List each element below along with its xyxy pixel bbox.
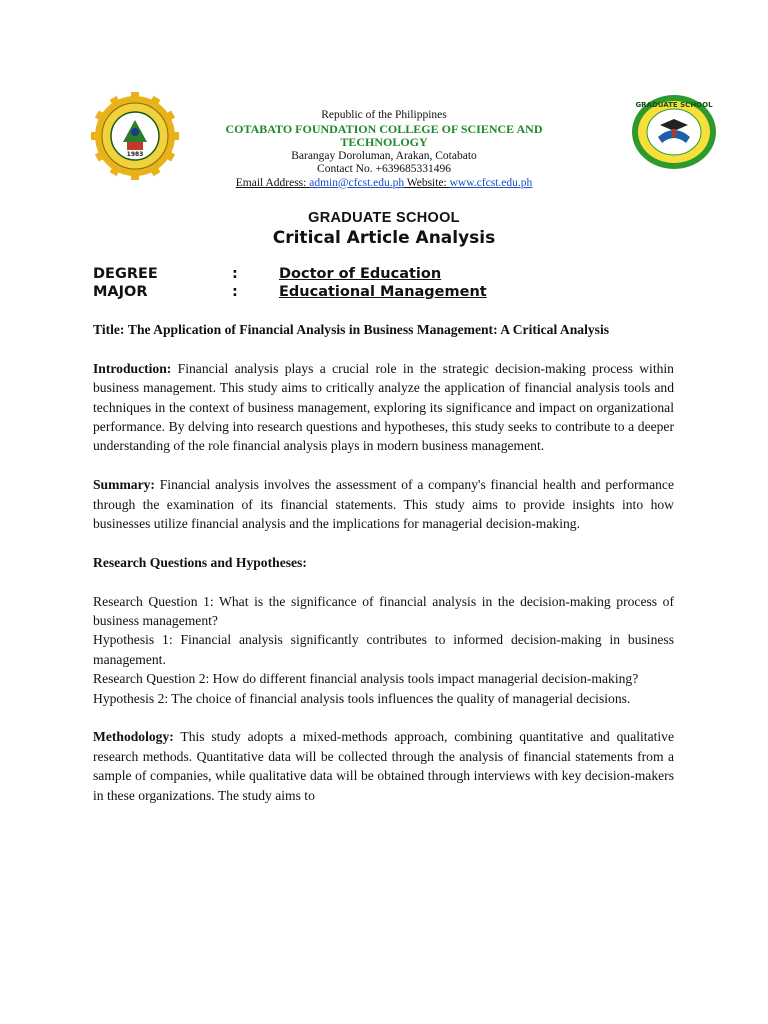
graduate-school-logo xyxy=(630,93,718,171)
title-label: Title: xyxy=(93,322,125,337)
logo-ring-text: GRADUATE SCHOOL xyxy=(635,101,713,109)
email-link[interactable]: admin@cfcst.edu.ph xyxy=(309,176,405,189)
major-label: MAJOR xyxy=(93,284,148,300)
country-line: Republic of the Philippines xyxy=(321,109,447,121)
email-website-line xyxy=(190,177,578,191)
summary-text: Financial analysis involves the assessment of a company's financial health and performance through the examination of its financial statements. This study aims to provide insights into how businesses utilize financial analysis and the implications for managerial decision-making. xyxy=(93,477,675,532)
hypothesis-1: Hypothesis 1: Financial analysis significantly contributes to informed decision-making in business management. xyxy=(93,632,674,667)
methodology-paragraph xyxy=(93,727,674,805)
website-label: Website: xyxy=(406,176,447,189)
letterhead xyxy=(190,109,578,190)
degree-value: Doctor of Education xyxy=(279,266,442,282)
introduction-label: Introduction: xyxy=(93,360,172,376)
major-value: Educational Management xyxy=(279,284,487,300)
introduction-paragraph xyxy=(93,359,674,456)
graduate-school-heading: GRADUATE SCHOOL xyxy=(308,210,460,226)
website-link[interactable]: www.cfcst.edu.ph xyxy=(449,176,533,189)
research-questions-heading xyxy=(93,553,674,572)
article-title-paragraph xyxy=(93,320,674,339)
research-question-2: Research Question 2: How do different financial analysis tools impact managerial decision-making? xyxy=(93,671,639,687)
email-label: Email Address: xyxy=(235,176,307,189)
degree-colon: : xyxy=(232,266,238,282)
college-seal-logo xyxy=(91,92,179,180)
methodology-text: This study adopts a mixed-methods approach, combining quantitative and qualitative research methods. Quantitative data will be collected through the analysis of financial statements from a sample of companies, while qualitative data will be obtained through interviews with key decision-makers in these organizations. The study aims to xyxy=(93,729,674,803)
contact-line: Contact No. +639685331496 xyxy=(317,163,451,175)
document-body xyxy=(93,320,674,824)
research-question-1: Research Question 1: What is the significance of financial analysis in the decision-making process of business management? xyxy=(93,593,674,629)
introduction-text: Financial analysis plays a crucial role in the strategic decision-making process within business management. This study aims to critically analyze the application of financial analysis tools and techniques in the context of business management, exploring its significance and impact on organizational performance. By delving into research questions and hypotheses, this study seeks to contribute to a deeper understanding of the role financial analysis plays in modern business management. xyxy=(93,360,674,454)
methodology-label: Methodology: xyxy=(93,729,174,745)
address-line: Barangay Doroluman, Arakan, Cotabato xyxy=(291,149,477,162)
research-questions-heading-text: Research Questions and Hypotheses: xyxy=(93,554,307,570)
hypothesis-2: Hypothesis 2: The choice of financial analysis tools influences the quality of managerial decisions. xyxy=(93,690,631,706)
college-name: COTABATO FOUNDATION COLLEGE OF SCIENCE AND TECHNOLOGY xyxy=(225,121,543,149)
degree-label: DEGREE xyxy=(93,266,158,282)
summary-label: Summary: xyxy=(93,477,155,493)
seal-year: 1983 xyxy=(126,151,144,158)
summary-paragraph xyxy=(93,475,674,533)
major-colon: : xyxy=(232,284,238,300)
document-title: Critical Article Analysis xyxy=(272,228,496,248)
article-title: The Application of Financial Analysis in Business Management: A Critical Analysis xyxy=(127,322,610,337)
